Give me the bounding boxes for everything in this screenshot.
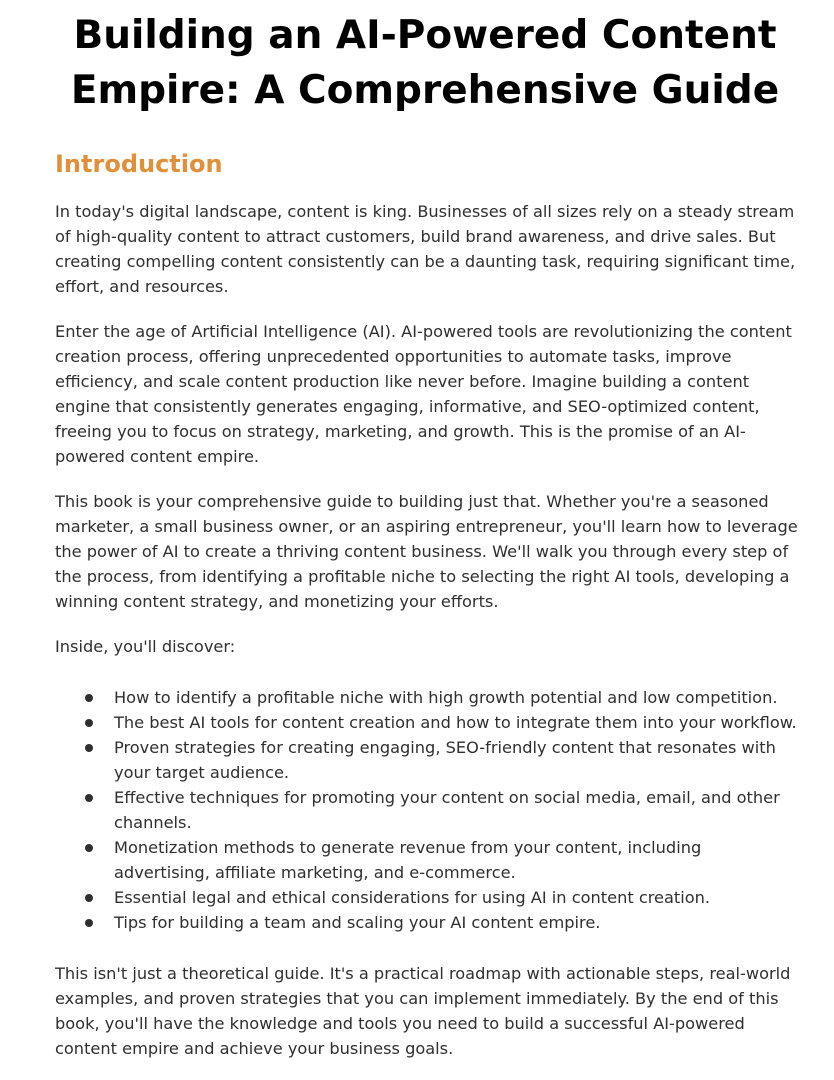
bullet-dot-icon [85,894,93,902]
list-item [114,685,802,710]
bullet-dot-icon [85,719,93,727]
list-item [114,910,802,935]
list-item [114,885,802,910]
document-page [0,8,834,1080]
section-heading-introduction: Introduction [55,150,223,178]
bullet-dot-icon [85,919,93,927]
paragraph-5: This isn't just a theoretical guide. It's a practical roadmap with actionable steps, real-world examples, and proven strategies that you can implement immediately. By the end of this book, you'll have the knowledge and tools you need to build a successful AI-powered content empire and achieve your business goals. [55,964,791,1058]
list-item-text: Tips for building a team and scaling your AI content empire. [114,913,601,932]
bullet-dot-icon [85,794,93,802]
list-item [114,710,802,735]
paragraph-2: Enter the age of Artificial Intelligence (AI). AI-powered tools are revolutionizing the content creation process, offering unprecedented opportunities to automate tasks, improve efficiency, and scale content production like never before. Imagine building a content engine that consistently generates engaging, informative, and SEO-optimized content, freeing you to focus on strategy, marketing, and growth. This is the promise of an AI-powered content empire. [55,322,792,466]
page-title [49,8,801,118]
list-item [114,735,802,785]
list-item [114,835,802,885]
list-item-text: Proven strategies for creating engaging, SEO-friendly content that resonates with your target audience. [114,738,776,782]
list-item-text: Monetization methods to generate revenue from your content, including advertising, affiliate marketing, and e-commerce. [114,838,702,882]
bullet-dot-icon [85,844,93,852]
paragraph-3: This book is your comprehensive guide to building just that. Whether you're a seasoned marketer, a small business owner, or an aspiring entrepreneur, you'll learn how to leverage the power of AI to create a thriving content business. We'll walk you through every step of the process, from identifying a profitable niche to selecting the right AI tools, developing a winning content strategy, and monetizing your efforts. [55,492,798,611]
title-line-1: Building an AI-Powered Content [73,13,777,58]
list-item-text: Effective techniques for promoting your content on social media, email, and other channels. [114,788,780,832]
list-item-text: How to identify a profitable niche with high growth potential and low competition. [114,688,778,707]
list-item-text: The best AI tools for content creation and how to integrate them into your workflow. [114,713,797,732]
list-item [114,785,802,835]
title-line-2: Empire: A Comprehensive Guide [70,68,780,113]
bullet-list [55,685,802,935]
paragraph-4: Inside, you'll discover: [55,637,236,656]
paragraph-1: In today's digital landscape, content is king. Businesses of all sizes rely on a steady stream of high-quality content to attract customers, build brand awareness, and drive sales. But creating compelling content consistently can be a daunting task, requiring significant time, effort, and resources. [55,202,796,296]
bullet-dot-icon [85,694,93,702]
list-item-text: Essential legal and ethical considerations for using AI in content creation. [114,888,711,907]
bullet-dot-icon [85,744,93,752]
